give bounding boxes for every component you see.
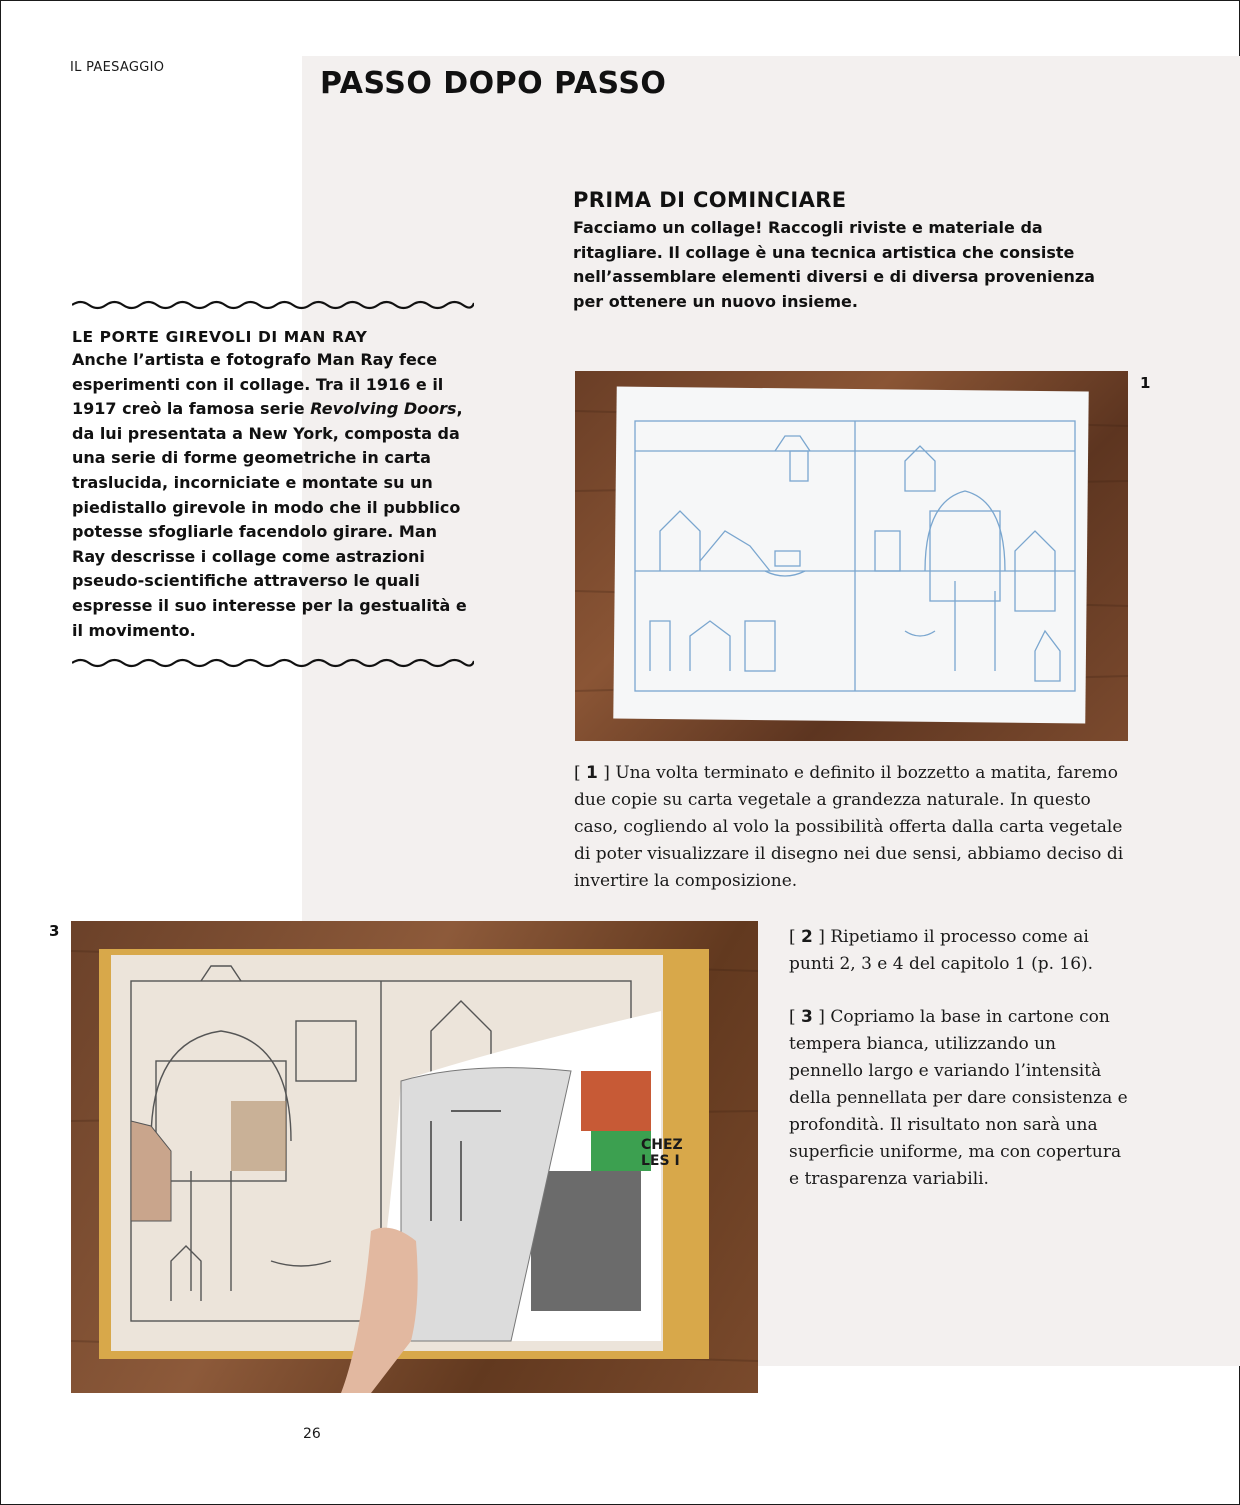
tracing-illustration xyxy=(71,921,758,1393)
collage-text-1: CHEZ xyxy=(641,1137,683,1153)
step-3-close: ] xyxy=(812,1007,825,1027)
intro-block xyxy=(573,188,1113,314)
sidebar-text-title: Revolving Doors xyxy=(310,399,457,419)
step-3-text: Copriamo la base in cartone con tempera bianca, utilizzando un pennello largo e variando l’intensità della pennellata per dare consistenza e profondità. Il risultato non sarà una superficie uniforme, ma con copertura e trasparenza variabili. xyxy=(789,1007,1128,1189)
step-2 xyxy=(789,924,1134,978)
step-1-open: [ xyxy=(574,763,587,783)
step-2-close: ] xyxy=(812,927,825,947)
step-3 xyxy=(789,1004,1134,1193)
wave-divider-bottom xyxy=(72,656,474,670)
photo3-number: 3 xyxy=(49,922,60,940)
step-2-text: Ripetiamo il processo come ai punti 2, 3 e 4 del capitolo 1 (p. 16). xyxy=(789,927,1094,974)
section-label: IL PAESAGGIO xyxy=(70,60,165,75)
step-1-number: 1 xyxy=(586,763,598,783)
photo-sketch xyxy=(575,371,1128,741)
sidebar-text-part1: Anche l’artista e fotografo Man Ray fece esperimenti con il collage. Tra il 1916 e il 1917 creò la famosa serie xyxy=(72,350,444,419)
intro-text: Facciamo un collage! Raccogli riviste e materiale da ritagliare. Il collage è una tecnica artistica che consiste nell’assemblare elementi diversi e di diversa provenienza per ottenere un nuovo insieme. xyxy=(573,218,1095,311)
step-3-number: 3 xyxy=(801,1007,813,1027)
intro-heading: PRIMA DI COMINCIARE xyxy=(573,188,847,212)
step-1 xyxy=(574,760,1134,895)
step-1-close: ] xyxy=(597,763,610,783)
page-title: PASSO DOPO PASSO xyxy=(320,66,667,101)
sketch-illustration xyxy=(575,371,1128,741)
sidebar-text xyxy=(72,348,474,643)
sidebar-text-part2: , da lui presentata a New York, composta da una serie di forme geometriche in carta traslucida, incorniciate e montate su un piedistallo girevole in modo che il pubblico potesse sfogliarle facendolo girare. Man Ray descrisse i collage come astrazioni pseudo-scientifiche attraverso le quali espresse il suo interesse per la gestualità e il movimento. xyxy=(72,399,467,640)
sidebar-heading: LE PORTE GIREVOLI DI MAN RAY xyxy=(72,328,368,346)
collage-text-2: LES I xyxy=(641,1153,680,1169)
step-2-open: [ xyxy=(789,927,802,947)
step-2-number: 2 xyxy=(801,927,813,947)
photo-tracing xyxy=(71,921,758,1393)
step-1-text: Una volta terminato e definito il bozzetto a matita, faremo due copie su carta vegetale a grandezza naturale. In questo caso, cogliendo al volo la possibilità offerta dalla carta vegetale di poter visualizzare il disegno nei due sensi, abbiamo deciso di invertire la composizione. xyxy=(574,763,1124,891)
photo1-number: 1 xyxy=(1140,374,1151,392)
page-number: 26 xyxy=(303,1426,321,1442)
sidebar-box xyxy=(72,328,474,643)
wave-divider-top xyxy=(72,298,474,312)
step-3-open: [ xyxy=(789,1007,802,1027)
